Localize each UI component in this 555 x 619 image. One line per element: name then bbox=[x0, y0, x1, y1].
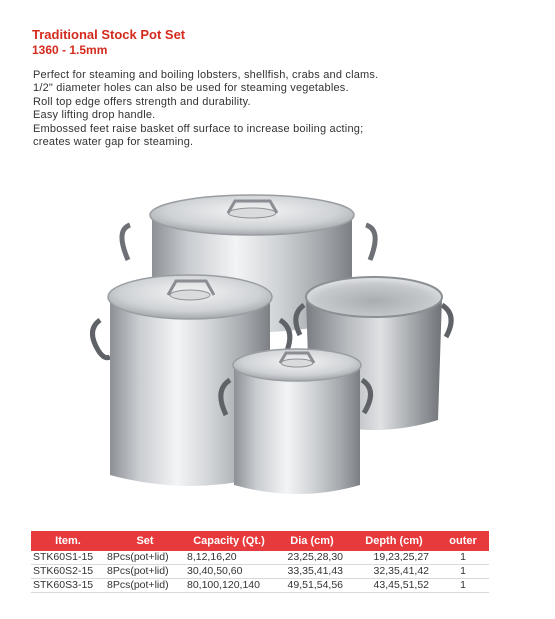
specs-table bbox=[31, 531, 489, 593]
cell-depth: 19,23,25,27 bbox=[351, 551, 437, 565]
small-pot-front bbox=[221, 349, 371, 494]
cell-set: 8Pcs(pot+lid) bbox=[105, 551, 185, 565]
cell-set: 8Pcs(pot+lid) bbox=[105, 579, 185, 593]
model-subtitle: 1360 - 1.5mm bbox=[32, 43, 108, 57]
cell-dia: 33,35,41,43 bbox=[273, 565, 351, 579]
table-row bbox=[31, 565, 489, 579]
cell-dia: 23,25,28,30 bbox=[273, 551, 351, 565]
col-header-dia: Dia (cm) bbox=[273, 531, 351, 551]
cell-depth: 43,45,51,52 bbox=[351, 579, 437, 593]
cell-capacity: 8,12,16,20 bbox=[185, 551, 273, 565]
cell-item: STK60S3-15 bbox=[31, 579, 105, 593]
cell-outer: 1 bbox=[437, 551, 489, 565]
cell-outer: 1 bbox=[437, 565, 489, 579]
col-header-depth: Depth (cm) bbox=[351, 531, 437, 551]
cell-depth: 32,35,41,42 bbox=[351, 565, 437, 579]
col-header-set: Set bbox=[105, 531, 185, 551]
cell-item: STK60S2-15 bbox=[31, 565, 105, 579]
feature-list bbox=[33, 69, 533, 149]
cell-outer: 1 bbox=[437, 579, 489, 593]
feature-line: Perfect for steaming and boiling lobsters, shellfish, crabs and clams. bbox=[33, 69, 379, 81]
page-title: Traditional Stock Pot Set bbox=[32, 27, 186, 42]
col-header-item: Item. bbox=[31, 531, 105, 551]
cell-dia: 49,51,54,56 bbox=[273, 579, 351, 593]
cell-capacity: 30,40,50,60 bbox=[185, 565, 273, 579]
stock-pot-set-photo bbox=[90, 185, 470, 515]
feature-line: Roll top edge offers strength and durability. bbox=[33, 95, 251, 108]
col-header-capacity: Capacity (Qt.) bbox=[185, 531, 273, 551]
feature-line: Embossed feet raise basket off surface to increase boiling acting; bbox=[33, 122, 364, 135]
table-row bbox=[31, 551, 489, 565]
feature-line: creates water gap for steaming. bbox=[33, 136, 194, 149]
feature-line: 1/2" diameter holes can also be used for steaming vegetables. bbox=[33, 82, 349, 95]
cell-capacity: 80,100,120,140 bbox=[185, 579, 273, 593]
cell-item: STK60S1-15 bbox=[31, 551, 105, 565]
table-row bbox=[31, 579, 489, 593]
cell-set: 8Pcs(pot+lid) bbox=[105, 565, 185, 579]
col-header-outer: outer bbox=[437, 531, 489, 551]
feature-line: Easy lifting drop handle. bbox=[33, 109, 156, 122]
table-header-row bbox=[31, 531, 489, 551]
